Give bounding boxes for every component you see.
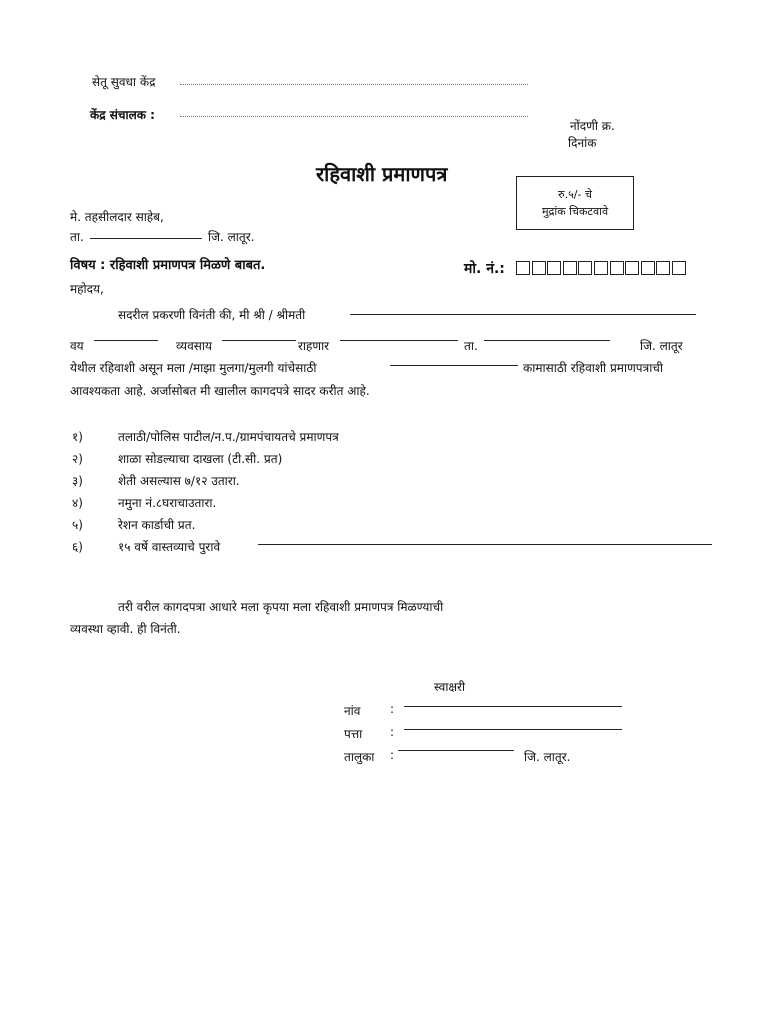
page-title: रहिवाशी प्रमाणपत्र <box>316 162 448 186</box>
purpose-suffix: कामासाठी रहिवाशी प्रमाणपत्राची <box>523 361 664 375</box>
addressee-district: जि. लातूर. <box>208 230 255 244</box>
taluka-sign-colon: : <box>390 748 395 762</box>
addressee-taluka-field[interactable] <box>90 238 202 239</box>
occupation-label: व्यवसाय <box>176 339 212 353</box>
list-item: नमुना नं.८घराचाउतारा. <box>118 496 217 510</box>
address-label: पत्ता <box>344 727 363 741</box>
signature-address-field[interactable] <box>404 729 622 730</box>
list-item: शाळा सोडल्याचा दाखला (टी.सी. प्रत) <box>118 452 283 466</box>
mobile-digit-box[interactable] <box>641 261 655 275</box>
mobile-digit-box[interactable] <box>516 261 530 275</box>
list-item-number: ३) <box>72 474 83 488</box>
registration-number-label: नोंदणी क्र. <box>570 119 615 133</box>
list-item: १५ वर्षे वास्तव्याचे पुरावे <box>118 540 221 554</box>
resident-of-field[interactable] <box>340 340 458 341</box>
age-field[interactable] <box>94 340 158 341</box>
stamp-line2: मुद्रांक चिकटवावे <box>541 205 609 218</box>
signature-district: जि. लातूर. <box>524 750 571 764</box>
list-item: शेती असल्यास ७/१२ उतारा. <box>118 474 240 488</box>
taluka-sign-label: तालुका <box>344 750 375 764</box>
stamp-line1: रु.५/- चे <box>558 188 592 201</box>
mobile-digit-box[interactable] <box>563 261 577 275</box>
list-item-number: १) <box>72 430 83 444</box>
residence-statement: येथील रहिवाशी असून मला /माझा मुलगा/मुलगी यांचेसाठी <box>70 361 317 375</box>
list-item-number: ५) <box>72 518 83 532</box>
mobile-digit-box[interactable] <box>578 261 592 275</box>
mobile-number-boxes[interactable] <box>516 261 688 275</box>
list-item-number: ४) <box>72 496 83 510</box>
mobile-digit-box[interactable] <box>532 261 546 275</box>
signature-taluka-field[interactable] <box>398 750 514 751</box>
applicant-name-field[interactable] <box>350 314 696 315</box>
signature-heading: स्वाक्षरी <box>434 680 466 694</box>
mobile-digit-box[interactable] <box>547 261 561 275</box>
list-item-number: ६) <box>72 540 83 554</box>
address-colon: : <box>390 725 395 739</box>
center-operator-label: केंद्र संचालक : <box>90 108 155 122</box>
purpose-field[interactable] <box>390 365 518 366</box>
mobile-digit-box[interactable] <box>672 261 686 275</box>
list-item: रेशन कार्डाची प्रत. <box>118 518 196 532</box>
date-label: दिनांक <box>568 136 597 150</box>
taluka-label: ता. <box>464 339 478 353</box>
list-item-number: २) <box>72 452 83 466</box>
setu-center-field[interactable] <box>180 84 528 85</box>
resident-of-label: राहणार <box>298 339 330 353</box>
subject-line: विषय : रहिवाशी प्रमाणपत्र मिळणे बाबत. <box>70 258 266 273</box>
mobile-digit-box[interactable] <box>610 261 624 275</box>
mobile-digit-box[interactable] <box>625 261 639 275</box>
mobile-digit-box[interactable] <box>594 261 608 275</box>
request-line-text: सदरील प्रकरणी विनंती की, मी श्री / श्रीमती <box>118 308 306 322</box>
closing-line1: तरी वरील कागदपत्रा आधारे मला कृपया मला रहिवाशी प्रमाणपत्र मिळण्याची <box>118 600 444 614</box>
addressee-line1: मे. तहसीलदार साहेब, <box>70 210 164 224</box>
age-label: वय <box>70 339 84 353</box>
center-operator-field[interactable] <box>180 116 528 117</box>
signature-name-field[interactable] <box>404 706 622 707</box>
district-label: जि. लातूर <box>640 339 683 353</box>
stamp-box <box>516 176 634 230</box>
mobile-digit-box[interactable] <box>656 261 670 275</box>
setu-center-label: सेतू सुवधा केंद्र <box>92 75 156 89</box>
mobile-label: मो. नं.: <box>464 261 505 277</box>
name-label: नांव <box>344 704 361 718</box>
requirement-statement: आवश्यकता आहे. अर्जासोबत मी खालील कागदपत्रे सादर करीत आहे. <box>70 384 370 398</box>
residence-proof-field[interactable] <box>258 544 712 545</box>
taluka-field[interactable] <box>484 340 610 341</box>
name-colon: : <box>390 702 395 716</box>
closing-line2: व्यवस्था व्हावी. ही विनंती. <box>70 622 181 636</box>
list-item: तलाठी/पोलिस पाटील/न.प./ग्रामपंचायतचे प्रमाणपत्र <box>118 430 339 444</box>
addressee-ta-label: ता. <box>70 230 84 244</box>
occupation-field[interactable] <box>222 340 296 341</box>
salutation: महोदय, <box>70 282 104 296</box>
